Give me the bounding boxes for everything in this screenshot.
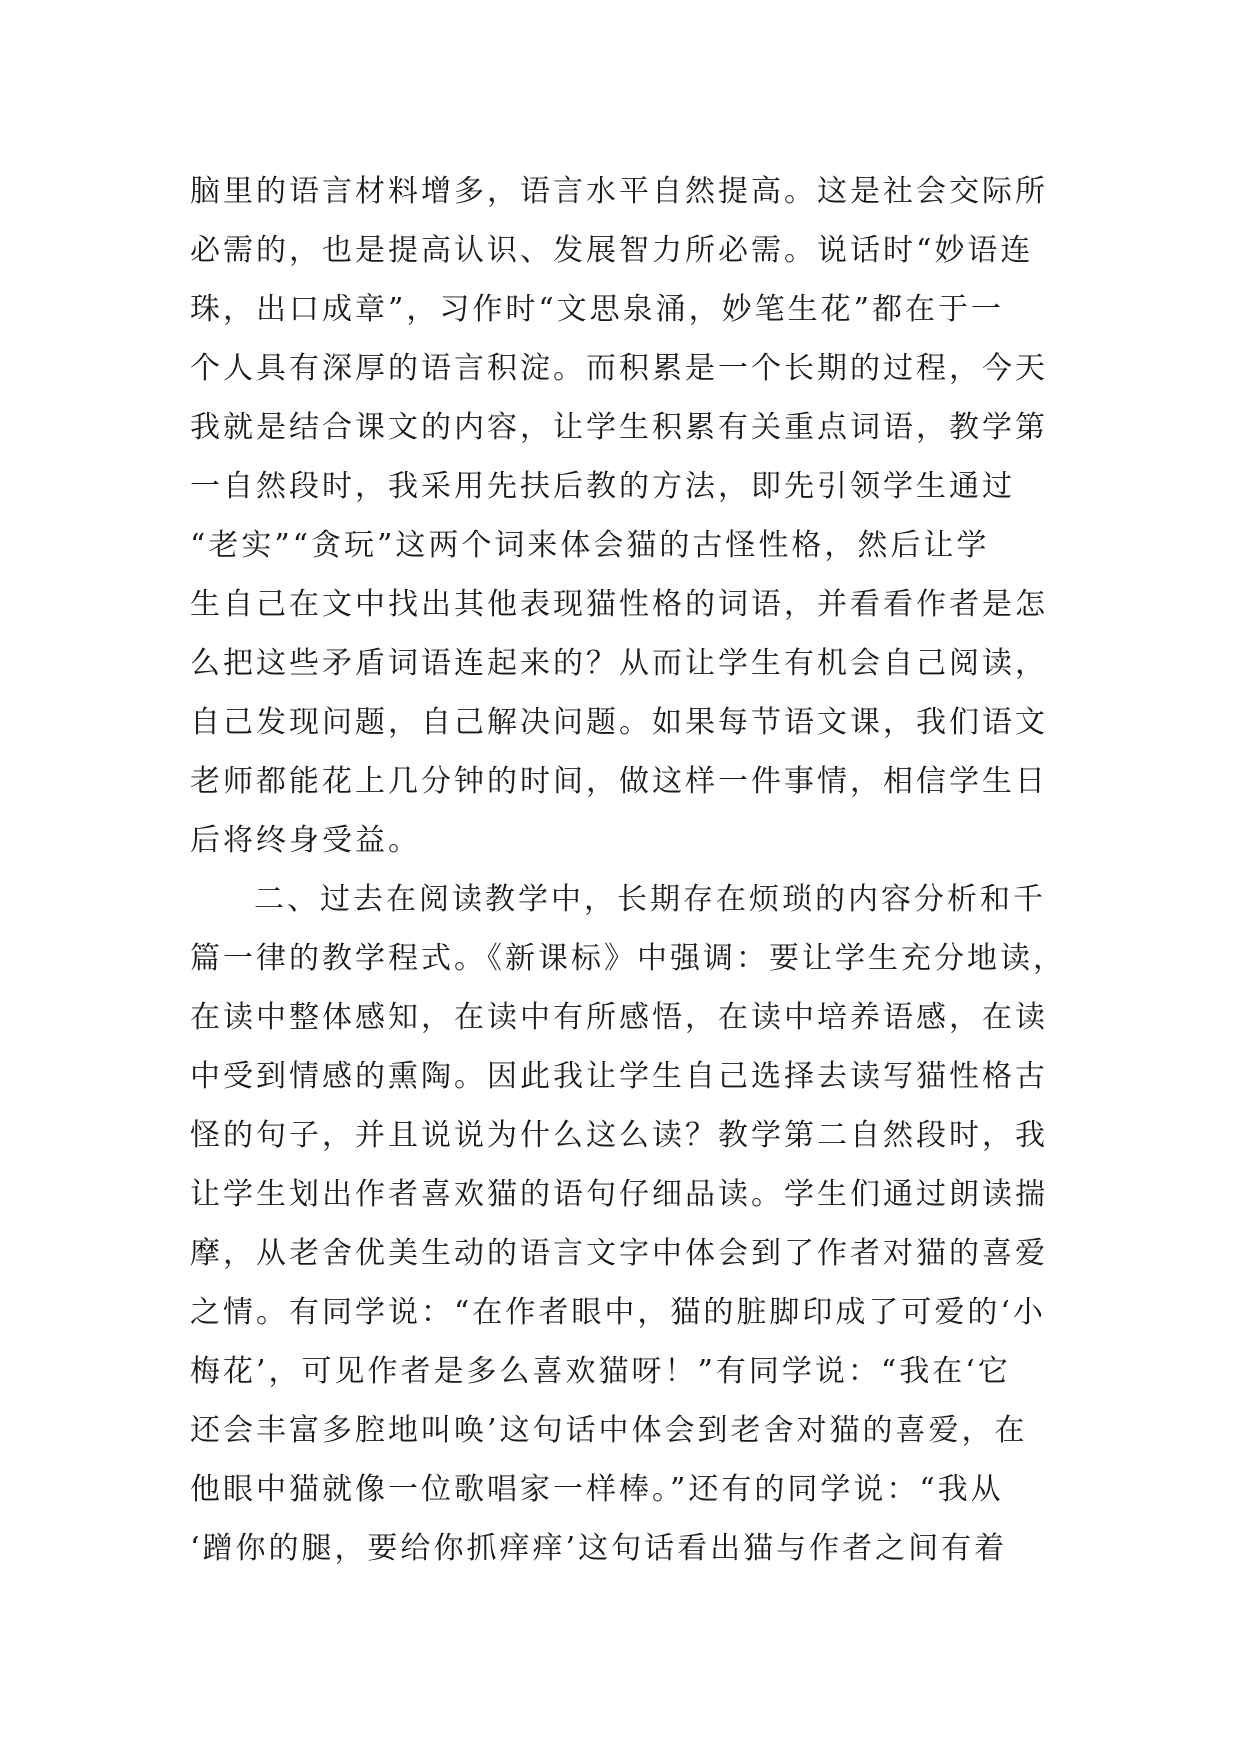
paragraph-first-line: 二、过去在阅读教学中，长期存在烦琐的内容分析和千: [254, 882, 1046, 917]
text-line: 个人具有深厚的语言积淀。而积累是一个长期的过程，今天: [190, 351, 1048, 386]
text-line: 我就是结合课文的内容，让学生积累有关重点词语，教学第: [190, 410, 1048, 445]
text-line: “老实”“贪玩”这两个词来体会猫的古怪性格，然后让学: [190, 528, 990, 563]
text-line: 么把这些矛盾词语连起来的？从而让学生有机会自己阅读，: [190, 646, 1048, 681]
text-line: 梅花’，可见作者是多么喜欢猫呀！”有同学说：“我在‘它: [190, 1354, 1011, 1389]
text-line: 生自己在文中找出其他表现猫性格的词语，并看看作者是怎: [190, 587, 1048, 622]
text-line: 脑里的语言材料增多，语言水平自然提高。这是社会交际所: [190, 174, 1048, 209]
text-line: 还会丰富多腔地叫唤’这句话中体会到老舍对猫的喜爱，在: [190, 1413, 1028, 1448]
text-line: 后将终身受益。: [190, 823, 421, 858]
body-text: [190, 162, 1066, 1578]
text-line: 在读中整体感知，在读中有所感悟，在读中培养语感，在读: [190, 1000, 1048, 1035]
text-line: 一自然段时，我采用先扶后教的方法，即先引领学生通过: [190, 469, 1015, 504]
text-line: 之情。有同学说：“在作者眼中，猫的脏脚印成了可爱的‘小: [190, 1295, 1046, 1330]
text-line: 让学生划出作者喜欢猫的语句仔细品读。学生们通过朗读揣: [190, 1177, 1048, 1212]
text-line: 必需的，也是提高认识、发展智力所必需。说话时“妙语连: [190, 233, 1034, 268]
text-line: 自己发现问题，自己解决问题。如果每节语文课，我们语文: [190, 705, 1048, 740]
text-line: 他眼中猫就像一位歌唱家一样棒。”还有的同学说：“我从: [190, 1472, 1004, 1507]
text-line: 珠，出口成章”，习作时“文思泉涌，妙笔生花”都在于一: [190, 292, 1005, 327]
text-line: 篇一律的教学程式。《新课标》中强调：要让学生充分地读，: [190, 941, 1066, 976]
text-line: 怪的句子，并且说说为什么这么读？教学第二自然段时，我: [190, 1118, 1048, 1153]
text-line: ‘蹭你的腿，要给你抓痒痒’这句话看出猫与作者之间有着: [190, 1531, 1008, 1566]
text-line: 老师都能花上几分钟的时间，做这样一件事情，相信学生日: [190, 764, 1048, 799]
text-line: 摩，从老舍优美生动的语言文字中体会到了作者对猫的喜爱: [190, 1236, 1048, 1271]
text-line: 中受到情感的熏陶。因此我让学生自己选择去读写猫性格古: [190, 1059, 1048, 1094]
